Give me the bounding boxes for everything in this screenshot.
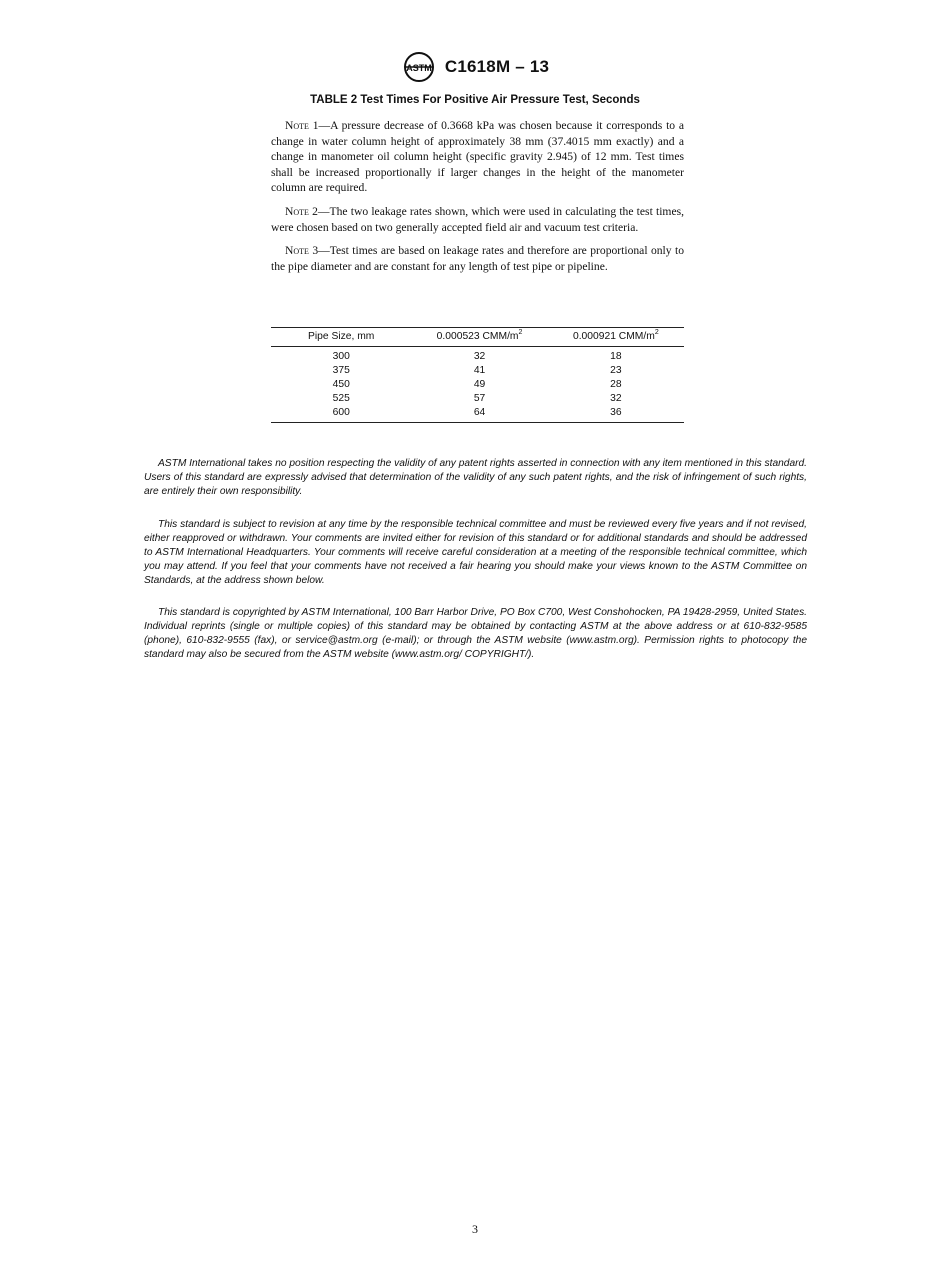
astm-logo-icon [401, 50, 437, 84]
table-row [271, 347, 684, 365]
patent-notice: ASTM International takes no position respecting the validity of any patent rights asserted in connection with any item mentioned in this standard. Users of this standard are expressly advised that determination of the validity of any such patent rights, and the risk of infringement of such rights, are entirely their own responsibility. [144, 458, 807, 497]
cell-rate-2: 28 [610, 379, 622, 390]
cell-rate-1: 32 [473, 351, 486, 362]
note-2 [271, 204, 684, 235]
note-text: —A pressure decrease of 0.3668 kPa was chosen because it corresponds to a change in water column height of approximately 38 mm (37.4015 mm exactly) and a change in manometer oil column height (specific gravity 2.945) of 12 mm. Test times shall be increased proportionally if larger changes in the height of the manometer column are required. [271, 119, 685, 195]
note-3 [271, 243, 684, 274]
cell-rate-2: 23 [610, 365, 622, 376]
document-header [0, 50, 950, 89]
table-header-row [271, 328, 684, 347]
page-number: 3 [472, 1222, 478, 1236]
cell-pipe-size: 450 [332, 379, 350, 390]
cell-rate-1: 64 [411, 406, 547, 423]
column-header-rate-2: 0.000921 CMM/$m^2$ [548, 328, 684, 347]
column-header-rate-1: 0.000523 CMM/$m^2$ [411, 328, 547, 347]
note-text: —Test times are based on leakage rates and therefore are proportional only to the pipe diameter and are constant for any length of test pipe or pipeline. [271, 244, 684, 273]
cell-rate-1: 57 [473, 393, 486, 404]
cell-rate-2: 18 [610, 351, 622, 362]
note-1 [271, 118, 684, 196]
note-text: —The two leakage rates shown, which were used in calculating the test times, were chosen based on two generally accepted field air and vacuum test criteria. [271, 204, 684, 234]
revision-notice: This standard is subject to revision at any time by the responsible technical committee and must be reviewed every five years and if not revised, either reapproved or withdrawn. Your comments are invited either for revision of this standard or for additional standards and should be addressed to ASTM International Headquarters. Your comments will receive careful consideration at a meeting of the responsible technical committee, which you may attend. If you feel that your comments have not received a fair hearing you should make your views known to the ASTM Committee on Standards, at the address shown below. [144, 519, 807, 586]
note-label: Note 2 [285, 204, 318, 218]
cell-pipe-size: 525 [332, 393, 350, 404]
logo-text: ASTM [406, 63, 432, 73]
column-header-pipe-size: Pipe Size, mm [271, 328, 411, 347]
test-times-table [271, 327, 684, 423]
table-row [271, 364, 684, 378]
table-notes [271, 118, 684, 282]
table-row [271, 406, 684, 423]
standard-designation: C1618M – 13 [444, 57, 550, 76]
cell-rate-2: 32 [610, 393, 622, 404]
cell-rate-1: 41 [473, 365, 486, 376]
table-title: TABLE 2 Test Times For Positive Air Pressure Test, Seconds [310, 94, 640, 106]
table-row [271, 392, 684, 406]
cell-pipe-size: 300 [332, 351, 350, 362]
cell-rate-1: 49 [473, 379, 486, 390]
cell-pipe-size: 600 [271, 406, 411, 423]
copyright-notice: This standard is copyrighted by ASTM International, 100 Barr Harbor Drive, PO Box C700, West Conshohocken, PA 19428-2959, United States. Individual reprints (single or multiple copies) of this standard may be obtained by contacting ASTM at the above address or at 610-832-9585 (phone), 610-832-9555 (fax), or service@astm.org (e-mail); or through the ASTM website (www.astm.org). Permission rights to photocopy the standard may also be secured from the ASTM website (www.astm.org/ COPYRIGHT/). [144, 607, 807, 660]
note-label: Note 1 [285, 119, 319, 132]
table-row [271, 378, 684, 392]
cell-pipe-size: 375 [332, 365, 350, 376]
note-label: Note 3 [285, 244, 319, 258]
cell-rate-2: 36 [548, 406, 684, 423]
